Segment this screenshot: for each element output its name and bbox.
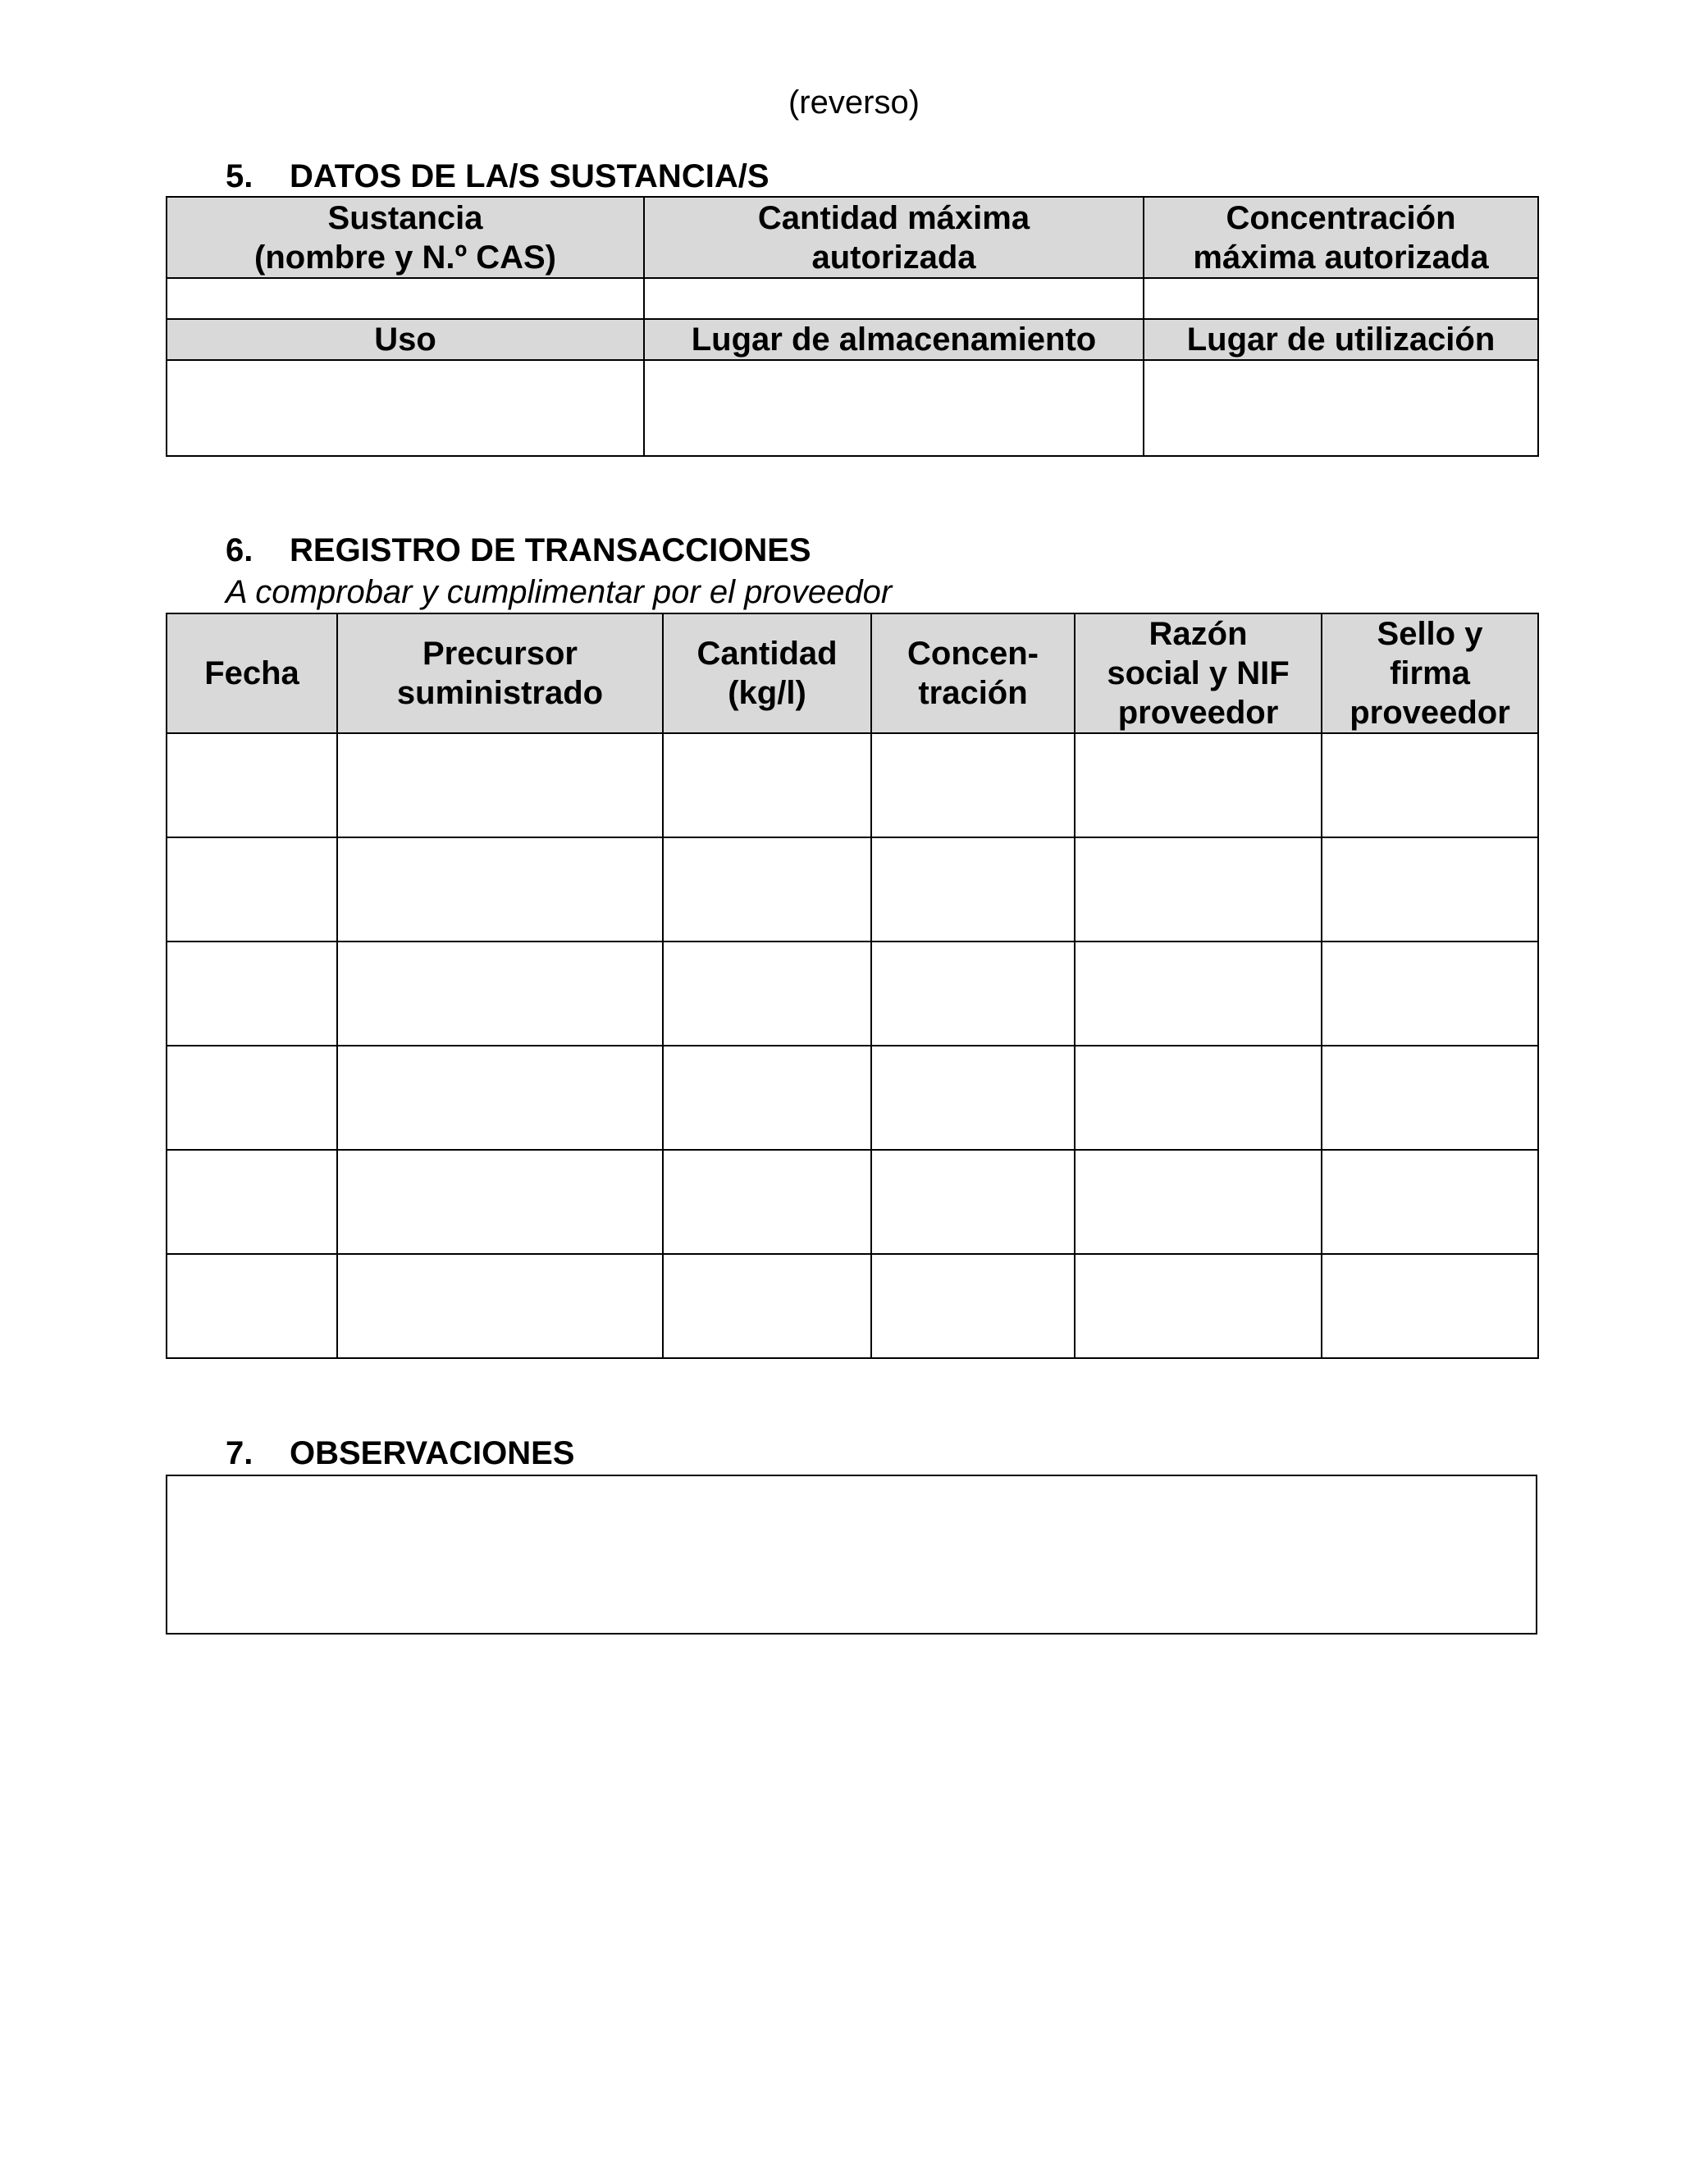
input-sustancia[interactable] xyxy=(167,278,644,319)
table-cell[interactable] xyxy=(871,1150,1075,1254)
table-row xyxy=(167,1046,1538,1150)
header-cantidad-maxima: Cantidad máxima autorizada xyxy=(644,197,1144,278)
section-7-number: 7. xyxy=(226,1435,253,1471)
section-5-number: 5. xyxy=(226,158,253,194)
table-cell[interactable] xyxy=(1075,1046,1322,1150)
table-cell[interactable] xyxy=(167,1254,337,1358)
table-row xyxy=(167,733,1538,837)
input-lugar-almacenamiento[interactable] xyxy=(644,360,1144,456)
section-6-title xyxy=(226,531,811,570)
section-6-heading: REGISTRO DE TRANSACCIONES xyxy=(290,532,811,568)
table-cell[interactable] xyxy=(1075,733,1322,837)
input-uso[interactable] xyxy=(167,360,644,456)
input-cantidad-maxima[interactable] xyxy=(644,278,1144,319)
table-cell[interactable] xyxy=(167,1150,337,1254)
section-6-number: 6. xyxy=(226,532,253,568)
table-cell[interactable] xyxy=(1075,1150,1322,1254)
col-fecha: Fecha xyxy=(167,613,337,733)
section-6-subtitle: A comprobar y cumplimentar por el proveedor xyxy=(226,574,893,610)
table-cell[interactable] xyxy=(663,1254,871,1358)
header-sustancia: Sustancia (nombre y N.º CAS) xyxy=(167,197,644,278)
table-cell[interactable] xyxy=(1322,733,1538,837)
page-side-label: (reverso) xyxy=(788,84,920,121)
table-cell[interactable] xyxy=(167,837,337,942)
col-cantidad: Cantidad (kg/l) xyxy=(663,613,871,733)
transactions-body xyxy=(167,733,1538,1358)
table-cell[interactable] xyxy=(871,1046,1075,1150)
section-7-title xyxy=(226,1434,574,1473)
table-cell[interactable] xyxy=(1322,1046,1538,1150)
table-cell[interactable] xyxy=(663,1150,871,1254)
table-cell[interactable] xyxy=(337,837,663,942)
table-cell[interactable] xyxy=(337,1150,663,1254)
table-cell[interactable] xyxy=(1075,1254,1322,1358)
table-cell[interactable] xyxy=(663,733,871,837)
table-cell[interactable] xyxy=(1075,837,1322,942)
observaciones-field[interactable] xyxy=(166,1475,1537,1635)
table-row xyxy=(167,942,1538,1046)
table-cell[interactable] xyxy=(337,1254,663,1358)
transactions-table xyxy=(166,613,1539,1359)
table-cell[interactable] xyxy=(337,942,663,1046)
table-cell[interactable] xyxy=(167,733,337,837)
table-cell[interactable] xyxy=(1322,1150,1538,1254)
table-row xyxy=(167,1254,1538,1358)
table-cell[interactable] xyxy=(663,837,871,942)
col-concentracion: Concen- tración xyxy=(871,613,1075,733)
table-cell[interactable] xyxy=(337,733,663,837)
substance-data-table xyxy=(166,196,1539,457)
table-cell[interactable] xyxy=(167,1046,337,1150)
section-7-heading: OBSERVACIONES xyxy=(290,1435,575,1471)
table-cell[interactable] xyxy=(1322,837,1538,942)
table-cell[interactable] xyxy=(871,837,1075,942)
table-cell[interactable] xyxy=(871,1254,1075,1358)
table-cell[interactable] xyxy=(1322,942,1538,1046)
table-cell[interactable] xyxy=(871,733,1075,837)
col-precursor: Precursor suministrado xyxy=(337,613,663,733)
table-cell[interactable] xyxy=(663,1046,871,1150)
header-lugar-almacenamiento: Lugar de almacenamiento xyxy=(644,319,1144,360)
header-uso: Uso xyxy=(167,319,644,360)
header-concentracion-maxima: Concentración máxima autorizada xyxy=(1144,197,1538,278)
table-cell[interactable] xyxy=(167,942,337,1046)
col-razon-social: Razón social y NIF proveedor xyxy=(1075,613,1322,733)
table-cell[interactable] xyxy=(663,942,871,1046)
section-5-title xyxy=(226,157,770,196)
header-lugar-utilizacion: Lugar de utilización xyxy=(1144,319,1538,360)
col-sello-firma: Sello y firma proveedor xyxy=(1322,613,1538,733)
input-lugar-utilizacion[interactable] xyxy=(1144,360,1538,456)
table-cell[interactable] xyxy=(871,942,1075,1046)
table-row xyxy=(167,1150,1538,1254)
table-row xyxy=(167,837,1538,942)
table-cell[interactable] xyxy=(337,1046,663,1150)
input-concentracion-maxima[interactable] xyxy=(1144,278,1538,319)
section-5-heading: DATOS DE LA/S SUSTANCIA/S xyxy=(290,158,770,194)
table-cell[interactable] xyxy=(1075,942,1322,1046)
table-cell[interactable] xyxy=(1322,1254,1538,1358)
